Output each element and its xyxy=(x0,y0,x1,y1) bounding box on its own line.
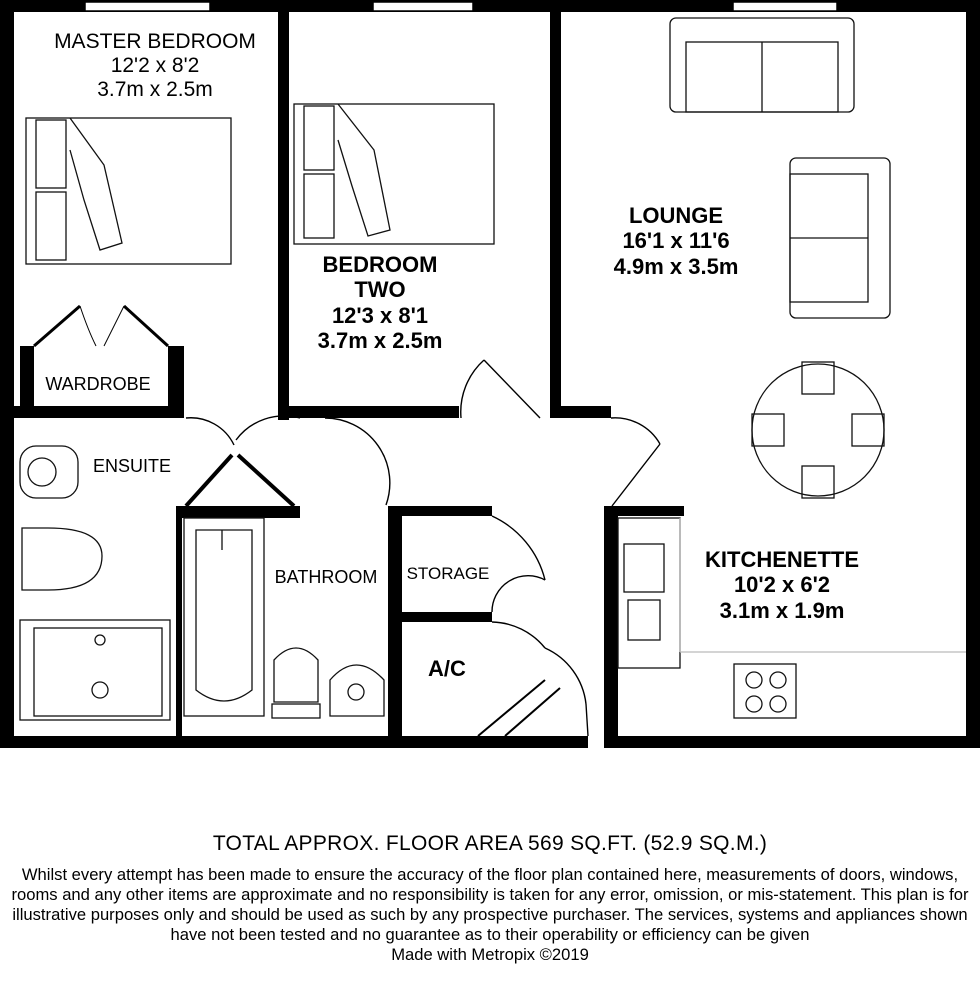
ensuite-fixtures xyxy=(20,446,170,720)
dining-table xyxy=(752,362,884,498)
bedroom-two-metric: 3.7m x 2.5m xyxy=(317,327,443,353)
kitchenette-label xyxy=(676,547,888,623)
lounge-metric: 4.9m x 3.5m xyxy=(613,253,739,279)
bathroom-label: BATHROOM xyxy=(274,567,378,587)
storage-label: STORAGE xyxy=(406,564,490,583)
kitchenette-metric: 3.1m x 1.9m xyxy=(719,597,845,623)
master-bedroom-metric: 3.7m x 2.5m xyxy=(97,78,213,102)
kitchenette-imperial: 10'2 x 6'2 xyxy=(733,572,831,598)
total-floor-area: TOTAL APPROX. FLOOR AREA 569 SQ.FT. (52.9 SQ.M.) xyxy=(212,832,768,855)
ac-label: A/C xyxy=(428,656,466,681)
master-bed xyxy=(26,118,231,264)
master-bedroom-label xyxy=(14,30,296,102)
sofa-right xyxy=(790,158,890,318)
disclaimer: Whilst every attempt has been made to ensure the accuracy of the floor plan contained here, measurements of doors, windows, rooms and any other items are approximate and no responsibility is taken for any error, omission, or mis-statement. This plan is for illustrative purposes only and should be used as such by any prospective purchaser. The services, systems and appliances shown have not been tested and no guarantee as to their operability or efficiency can be given xyxy=(11,865,969,944)
ensuite-label: ENSUITE xyxy=(92,456,171,476)
lounge-label xyxy=(584,203,768,279)
bedroom-two-imperial: 12'3 x 8'1 xyxy=(331,302,429,328)
metropix-credit: Made with Metropix ©2019 xyxy=(391,945,589,964)
wardrobe-label: WARDROBE xyxy=(45,374,151,394)
kitchenette-name: KITCHENETTE xyxy=(705,547,859,572)
bed-two xyxy=(294,104,494,244)
footer xyxy=(0,832,980,965)
lounge-name: LOUNGE xyxy=(628,203,724,228)
lounge-imperial: 16'1 x 11'6 xyxy=(622,228,730,254)
sofa-top xyxy=(670,18,854,112)
master-bedroom-imperial: 12'2 x 8'2 xyxy=(110,54,200,78)
bathroom-fixtures xyxy=(184,518,384,718)
bedroom-two-label xyxy=(294,252,466,353)
bedroom-two-name-1: BEDROOM xyxy=(322,252,438,277)
bedroom-two-name-2: TWO xyxy=(354,277,406,303)
master-bedroom-name: MASTER BEDROOM xyxy=(54,30,256,53)
